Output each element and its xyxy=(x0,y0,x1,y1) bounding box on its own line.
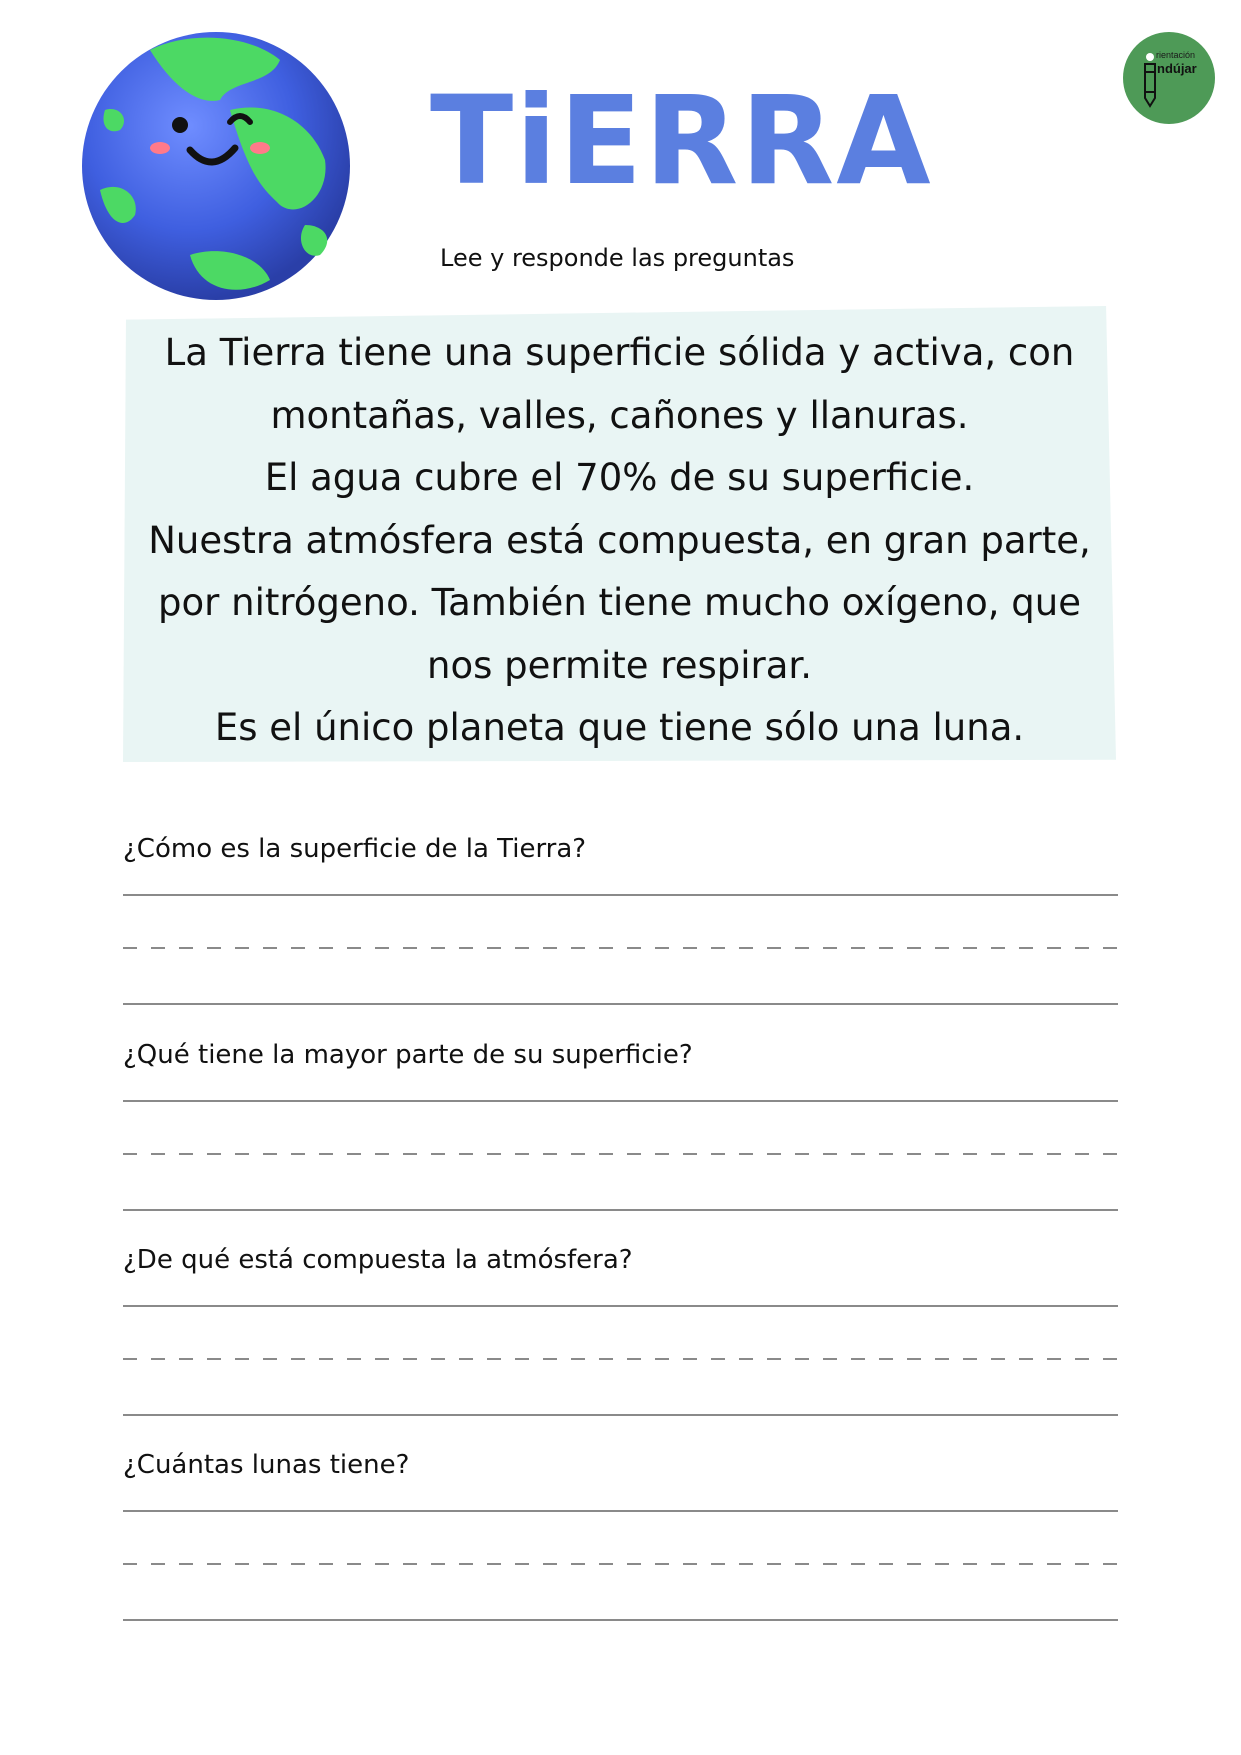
answer-line-solid[interactable] xyxy=(123,1209,1118,1211)
reading-passage xyxy=(123,322,1116,760)
logo-text-main: ndújar xyxy=(1157,61,1197,76)
answer-line-dashed[interactable] xyxy=(123,1153,1118,1155)
earth-illustration xyxy=(80,30,352,302)
page-title: TiERRA xyxy=(430,70,933,212)
question-3: ¿De qué está compuesta la atmósfera? xyxy=(123,1245,633,1275)
brand-logo xyxy=(1123,32,1215,124)
answer-line-dashed[interactable] xyxy=(123,1563,1118,1565)
reading-line: por nitrógeno. También tiene mucho oxígeno, que xyxy=(158,581,1081,624)
reading-line: El agua cubre el 70% de su superficie. xyxy=(264,456,975,499)
question-1: ¿Cómo es la superficie de la Tierra? xyxy=(123,834,587,864)
answer-line-dashed[interactable] xyxy=(123,947,1118,949)
reading-line: montañas, valles, cañones y llanuras. xyxy=(270,393,969,437)
reading-line: Nuestra atmósfera está compuesta, en gran parte, xyxy=(148,518,1091,562)
question-2: ¿Qué tiene la mayor parte de su superficie? xyxy=(123,1040,693,1070)
question-4: ¿Cuántas lunas tiene? xyxy=(123,1450,410,1480)
instructions-subtitle: Lee y responde las preguntas xyxy=(440,244,795,272)
answer-line-solid[interactable] xyxy=(123,1619,1118,1621)
answer-line-solid[interactable] xyxy=(123,1510,1118,1512)
answer-line-solid[interactable] xyxy=(123,1414,1118,1416)
reading-line: nos permite respirar. xyxy=(427,643,812,687)
reading-line: La Tierra tiene una superficie sólida y activa, con xyxy=(164,331,1075,374)
reading-line: Es el único planeta que tiene sólo una luna. xyxy=(214,706,1025,749)
answer-line-solid[interactable] xyxy=(123,1305,1118,1307)
answer-line-solid[interactable] xyxy=(123,1003,1118,1005)
answer-line-dashed[interactable] xyxy=(123,1358,1118,1360)
logo-text-top: rientación xyxy=(1156,50,1196,60)
answer-line-solid[interactable] xyxy=(123,894,1118,896)
answer-line-solid[interactable] xyxy=(123,1100,1118,1102)
